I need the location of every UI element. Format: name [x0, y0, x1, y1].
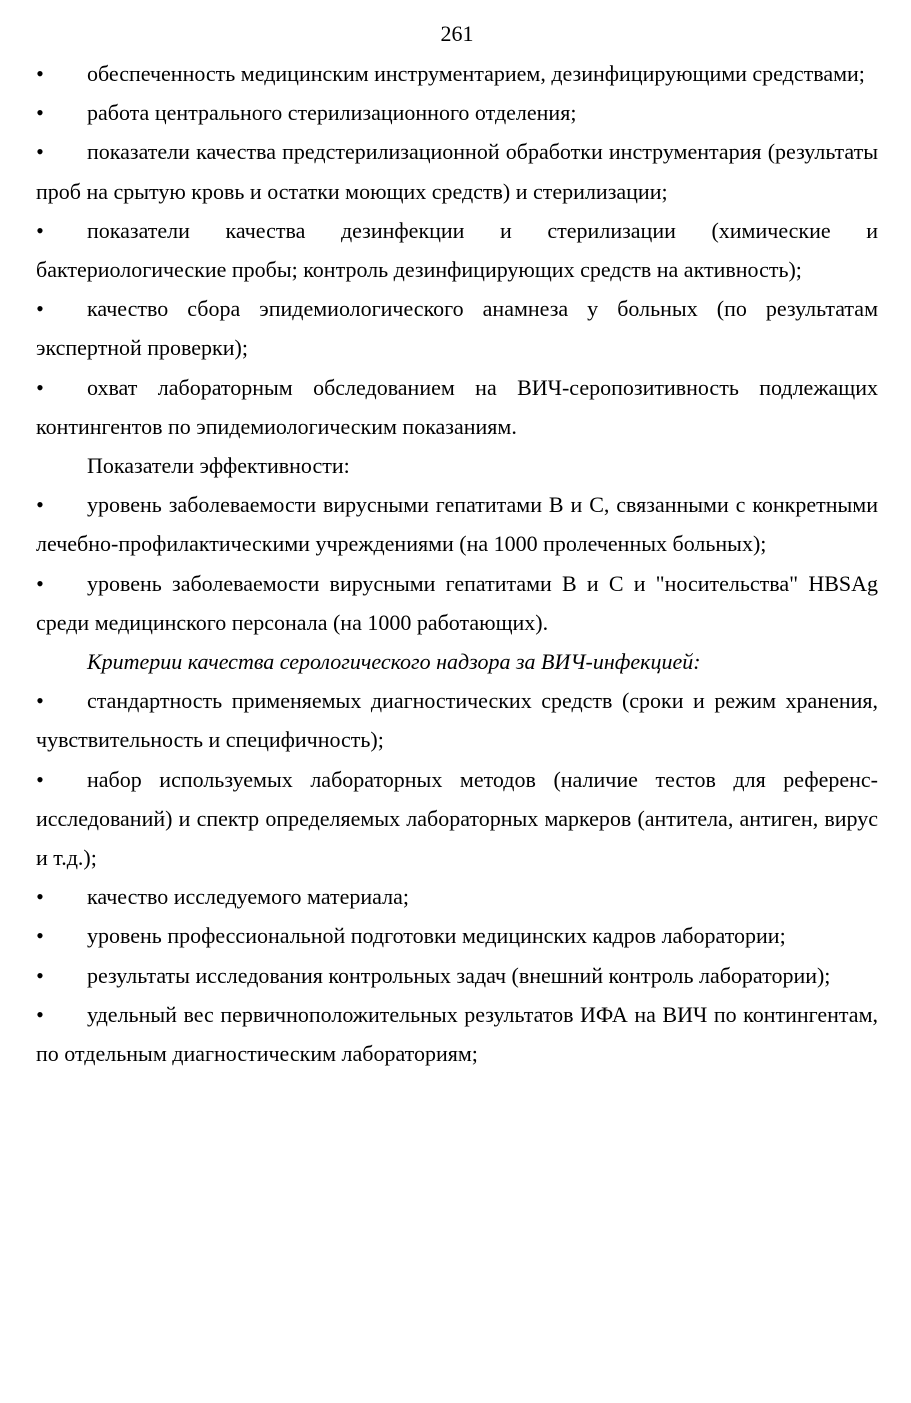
list-item [36, 289, 878, 367]
list-item-text: работа центрального стерилизационного отделения; [87, 100, 577, 126]
list-item-text: охват лабораторным обследованием на ВИЧ-серопозитивность подлежащих контингентов по эпидемиологическим показаниям. [36, 374, 878, 439]
bullet-icon: • [36, 570, 44, 596]
list-item [36, 93, 878, 132]
list-item-text: удельный вес первичноположительных результатов ИФА на ВИЧ по контингентам, по отдельным диагностическим лабораториям; [36, 1001, 878, 1067]
document-page [36, 18, 878, 1073]
list-item [36, 211, 878, 289]
list-item [36, 956, 878, 995]
list-item [36, 681, 878, 759]
list-item-text: качество сбора эпидемиологического анамнеза у больных (по результатам экспертной проверки); [36, 296, 878, 361]
bullet-icon: • [36, 139, 44, 165]
list-item-text: показатели качества дезинфекции и стерилизации (химические и бактериологические пробы; контроль дезинфицирующих средств на активность); [36, 217, 878, 283]
bullet-icon: • [36, 374, 44, 400]
list-item-text: уровень заболеваемости вирусными гепатитами В и С и "носительства" HBSAg среди медицинского персонала (на 1000 работающих). [36, 570, 878, 635]
list-item-text: показатели качества предстерилизационной обработки инструментария (результаты проб на срытую кровь и остатки моющих средств) и стерилизации; [36, 139, 878, 204]
list-item-text: обеспеченность медицинским инструментарием, дезинфицирующими средствами; [87, 61, 865, 86]
quality-indicators-list [36, 54, 878, 446]
list-item-text: стандартность применяемых диагностических средств (сроки и режим хранения, чувствительность и специфичность); [36, 688, 878, 753]
list-item [36, 485, 878, 563]
list-item [36, 564, 878, 642]
list-item-text: уровень профессиональной подготовки медицинских кадров лаборатории; [87, 923, 786, 949]
bullet-icon: • [36, 492, 44, 518]
bullet-icon: • [36, 884, 44, 910]
bullet-icon: • [36, 1001, 44, 1027]
bullet-icon: • [36, 962, 44, 988]
list-item [36, 760, 878, 878]
criteria-heading: Критерии качества серологического надзора за ВИЧ-инфекцией: [87, 649, 701, 675]
bullet-icon: • [36, 61, 44, 86]
list-item [36, 995, 878, 1073]
bullet-icon: • [36, 217, 44, 243]
bullet-icon: • [36, 296, 44, 322]
bullet-icon: • [36, 688, 44, 714]
list-item [36, 368, 878, 446]
bullet-icon: • [36, 100, 44, 126]
effectiveness-list [36, 485, 878, 642]
list-item [36, 132, 878, 210]
list-item-text: уровень заболеваемости вирусными гепатитами В и С, связанными с конкретными лечебно-профилактическими учреждениями (на 1000 пролеченных больных); [36, 492, 878, 557]
list-item-text: результаты исследования контрольных задач (внешний контроль лаборатории); [87, 962, 831, 988]
criteria-list [36, 681, 878, 1073]
list-item-text: качество исследуемого материала; [87, 884, 409, 910]
list-item [36, 877, 878, 916]
page-number: 261 [440, 21, 474, 46]
bullet-icon: • [36, 766, 44, 792]
list-item [36, 54, 878, 93]
list-item [36, 916, 878, 955]
list-item-text: набор используемых лабораторных методов (наличие тестов для референс-исследований) и спектр определяемых лабораторных маркеров (антитела, антиген, вирус и т.д.); [36, 766, 878, 871]
effectiveness-heading: Показатели эффективности: [87, 453, 350, 479]
bullet-icon: • [36, 923, 44, 949]
